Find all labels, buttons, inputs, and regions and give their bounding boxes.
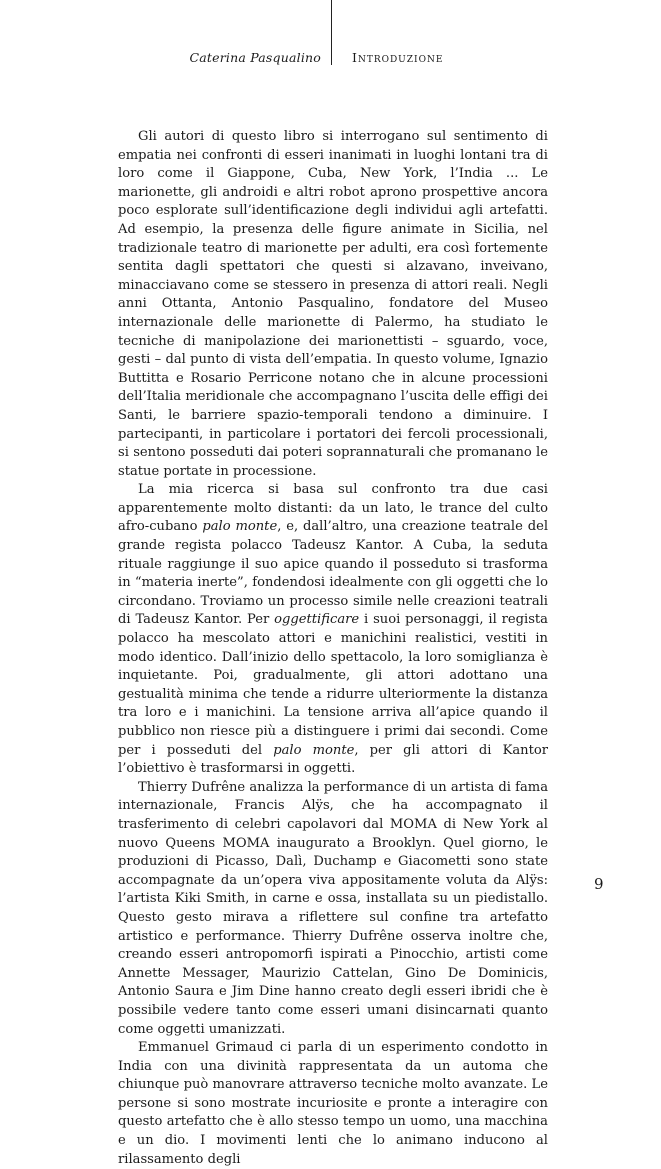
- italic-term: oggettificare: [274, 612, 360, 628]
- text-run: i suoi personaggi, il regista polacco ha mescolato attori e manichini realistici, vestiti in modo identico. Dall’inizio dello spettacolo, la loro somiglianza è inquietante. Poi, gradualmente, gli attori adottano una gestualità minima che tende a ridurre ulteriormente la distanza tra loro e i manichini. La tensione arriva all’apice quando il pubblico non riesce più a distinguere i primi dai secondi. Come per i posseduti del: [118, 612, 548, 758]
- paragraph: [118, 481, 548, 779]
- paragraph: [118, 1039, 548, 1169]
- page-number: 9: [594, 875, 604, 893]
- running-header-author: Caterina Pasqualino: [189, 50, 321, 65]
- body-text: [118, 128, 548, 1169]
- text-run: , per gli attori di Kantor l’obiettivo è trasformarsi in oggetti.: [118, 742, 549, 777]
- italic-term: palo monte: [202, 519, 278, 535]
- text-run: Thierry Dufrêne analizza la performance di un artista di fama internazionale, Francis Alÿs, che ha accompagnato il trasferimento di celebri capolavori dal MOMA di New York al nuovo Queens MOMA inaugurato a Brooklyn. Quel giorno, le produzioni di Picasso, Dalì, Duchamp e Giacometti sono state accompagnate da un’opera viva appositamente voluta da Alÿs: l’artista Kiki Smith, in carne e ossa, installata su un piedistallo. Questo gesto mirava a riflettere sul confine tra artefatto artistico e performance. Thierry Dufrêne osserva inoltre che, creando esseri antropomorfi ispirati a Pinocchio, artisti come Annette Messager, Maurizio Cattelan, Gino De Dominicis, Antonio Saura e Jim Dine hanno creato degli esseri ibridi che è possibile vedere tanto come esseri umani disincarnati quanto come oggetti umanizzati.: [118, 779, 548, 1037]
- text-run: Gli autori di questo libro si interrogano sul sentimento di empatia nei confronti di esseri inanimati in luoghi lontani tra di loro come il Giappone, Cuba, New York, l’India ... Le marionette, gli androidi e altri robot aprono prospettive ancora poco esplorate sull’identificazione degli individui agli artefatti. Ad esempio, la presenza delle figure animate in Sicilia, nel tradizionale teatro di marionette per adulti, era così fortemente sentita dagli spettatori che questi si alzavano, inveivano, minacciavano come se stessero in presenza di attori reali. Negli anni Ottanta, Antonio Pasqualino, fondatore del Museo internazionale delle marionette di Palermo, ha studiato le tecniche di manipolazione dei marionettisti – sguardo, voce, gesti – dal punto di vista dell’empatia. In questo volume, Ignazio Buttitta e Rosario Perricone notano che in alcune processioni dell’Italia meridionale che accompagnano l’uscita delle effigi dei Santi, le barriere spazio-temporali tendono a diminuire. I partecipanti, in particolare i portatori dei fercoli processionali, si sentono posseduti dai poteri soprannaturali che promanano le statue portate in processione.: [118, 129, 548, 479]
- text-run: Emmanuel Grimaud ci parla di un esperimento condotto in India con una divinità rappresentata da un automa che chiunque può manovrare attraverso tecniche molto avanzate. Le persone si sono mostrate incuriosite e pronte a interagire con questo artefatto che è allo stesso tempo un uomo, una macchina e un dio. I movimenti lenti che lo animano inducono al rilassamento degli: [118, 1040, 548, 1167]
- text-run: , e, dall’altro, una creazione teatrale del grande regista polacco Tadeusz Kantor. A Cuba, la seduta rituale raggiunge il suo apice quando il posseduto si trasforma in “materia inerte”, fondendosi idealmente con gli oggetti che lo circondano. Troviamo un processo simile nelle creazioni teatrali di Tadeusz Kantor. Per: [118, 519, 549, 628]
- running-header-section: Introduzione: [352, 50, 444, 65]
- italic-term: palo monte: [273, 742, 355, 758]
- paragraph: [118, 779, 548, 1039]
- header-divider: [331, 0, 332, 65]
- paragraph: [118, 128, 548, 481]
- text-run: La mia ricerca si basa sul confronto tra due casi apparentemente molto distanti: da un lato, le trance del culto afro-cubano: [118, 482, 548, 535]
